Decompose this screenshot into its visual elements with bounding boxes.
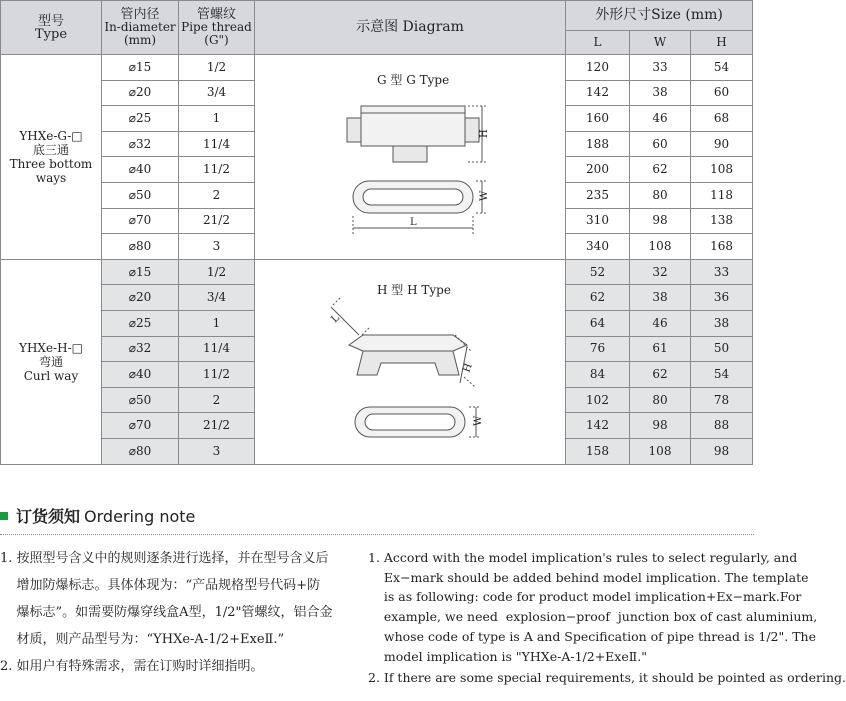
- size-l-cell: 52: [566, 259, 630, 285]
- thread-cell: 1: [179, 310, 255, 336]
- thread-cell: 11/4: [179, 336, 255, 362]
- thread-cell: 21/2: [179, 208, 255, 234]
- diagram-cell: [255, 55, 566, 260]
- note-line-en: example, we need explosion−proof junction box of cast aluminium,: [368, 609, 818, 625]
- type-name-en: Curl way: [23, 368, 79, 383]
- note-line-en: 1. Accord with the model implication's rules to select regularly, and: [368, 550, 798, 565]
- header-type-en: Type: [34, 26, 68, 42]
- thread-cell: 1/2: [179, 55, 255, 81]
- type-name-cn: 底三通: [32, 142, 69, 157]
- size-w-cell: 108: [630, 234, 691, 260]
- header-diagram: 示意图 Diagram: [255, 1, 566, 55]
- diameter-cell: ⌀15: [102, 259, 179, 285]
- size-l-cell: 340: [566, 234, 630, 260]
- thread-cell: 11/2: [179, 362, 255, 388]
- diameter-cell: ⌀50: [102, 387, 179, 413]
- size-h-cell: 38: [691, 310, 753, 336]
- size-h-cell: 88: [691, 413, 753, 439]
- size-h-cell: 33: [691, 259, 753, 285]
- size-w-cell: 46: [630, 310, 691, 336]
- header-diameter: [102, 1, 179, 55]
- note-line-cn: 1. 按照型号含义中的规则逐条进行选择，并在型号含义后: [0, 551, 329, 566]
- g-type-diagram: [255, 58, 564, 256]
- diameter-cell: ⌀20: [102, 285, 179, 311]
- size-l-cell: 102: [566, 387, 630, 413]
- thread-cell: 11/2: [179, 157, 255, 183]
- diameter-cell: ⌀70: [102, 208, 179, 234]
- h-dim-h-label: H: [461, 361, 475, 374]
- ordering-notes-cn: [0, 545, 352, 680]
- size-h-cell: 68: [691, 106, 753, 132]
- note-line-en: whose code of type is A and Specification of pipe thread is 1/2". The: [368, 628, 816, 644]
- ordering-notes-en: [368, 548, 846, 688]
- section-marker-icon: [0, 512, 8, 520]
- size-w-cell: 80: [630, 182, 691, 208]
- g-type-diagram-title: G 型 G Type: [377, 72, 450, 87]
- size-l-cell: 64: [566, 310, 630, 336]
- g-type-rows: [1, 55, 753, 260]
- size-h-cell: 60: [691, 80, 753, 106]
- note-line-en: Ex−mark should be added behind model implication. The template: [368, 569, 809, 585]
- size-w-cell: 33: [630, 55, 691, 81]
- diameter-cell: ⌀25: [102, 106, 179, 132]
- diameter-cell: ⌀20: [102, 80, 179, 106]
- size-l-cell: 120: [566, 55, 630, 81]
- note-line-cn: 爆标志”。如需要防爆穿线盒A型，1/2"管螺纹，铝合金: [0, 605, 333, 620]
- header-diameter-cn: 管内径: [120, 7, 160, 22]
- size-l-cell: 142: [566, 80, 630, 106]
- ordering-title-en: Ordering note: [84, 507, 196, 526]
- size-l-cell: 188: [566, 131, 630, 157]
- header-diameter-unit: (mm): [123, 33, 157, 47]
- header-type-cn: 型号: [37, 13, 64, 29]
- section-divider: [0, 534, 754, 536]
- diameter-cell: ⌀40: [102, 157, 179, 183]
- note-line-cn: 增加防爆标志。具体体现为：“产品规格型号代码+防: [0, 578, 321, 593]
- size-w-cell: 80: [630, 387, 691, 413]
- header-diameter-en: In-diameter: [104, 20, 176, 34]
- size-h-cell: 78: [691, 387, 753, 413]
- size-l-cell: 84: [566, 362, 630, 388]
- size-w-cell: 46: [630, 106, 691, 132]
- size-w-cell: 108: [630, 438, 691, 464]
- size-l-cell: 158: [566, 438, 630, 464]
- type-name-en: Three bottom ways: [9, 156, 93, 185]
- type-cell: [1, 259, 102, 464]
- diameter-cell: ⌀25: [102, 310, 179, 336]
- note-line-en: model implication is "YHXe-A-1/2+ExeⅡ.": [368, 648, 647, 664]
- thread-cell: 1: [179, 106, 255, 132]
- size-h-cell: 108: [691, 157, 753, 183]
- h-dim-w-label: W: [473, 415, 484, 426]
- note-line-en: 2. If there are some special requirements, it should be pointed as ordering.: [368, 670, 846, 686]
- h-type-diagram: [255, 263, 564, 461]
- thread-cell: 2: [179, 182, 255, 208]
- header-size-w: W: [630, 31, 691, 55]
- size-h-cell: 54: [691, 362, 753, 388]
- thread-cell: 3: [179, 234, 255, 260]
- header-size-l: L: [566, 31, 630, 55]
- size-w-cell: 60: [630, 131, 691, 157]
- note-line-cn: 2. 如用户有特殊需求，需在订购时详细指明。: [0, 659, 264, 674]
- size-w-cell: 38: [630, 285, 691, 311]
- size-l-cell: 160: [566, 106, 630, 132]
- diameter-cell: ⌀70: [102, 413, 179, 439]
- g-dim-w-label: W: [479, 190, 490, 201]
- note-line-en: is as following: code for product model implication+Ex−mark.For: [368, 589, 802, 605]
- note-line-cn: 材质，则产品型号为：“YHXe-A-1/2+ExeⅡ.”: [0, 632, 285, 647]
- size-l-cell: 76: [566, 336, 630, 362]
- size-w-cell: 62: [630, 362, 691, 388]
- diameter-cell: ⌀32: [102, 336, 179, 362]
- thread-cell: 21/2: [179, 413, 255, 439]
- size-h-cell: 98: [691, 438, 753, 464]
- size-h-cell: 118: [691, 182, 753, 208]
- size-w-cell: 38: [630, 80, 691, 106]
- size-h-cell: 90: [691, 131, 753, 157]
- thread-cell: 11/4: [179, 131, 255, 157]
- size-h-cell: 54: [691, 55, 753, 81]
- header-thread-en: Pipe thread: [181, 20, 252, 34]
- type-name-cn: 弯通: [38, 354, 63, 369]
- ordering-note-section: [0, 494, 754, 544]
- h-type-rows: [1, 259, 753, 464]
- diameter-cell: ⌀80: [102, 438, 179, 464]
- size-w-cell: 32: [630, 259, 691, 285]
- size-h-cell: 168: [691, 234, 753, 260]
- diameter-cell: ⌀40: [102, 362, 179, 388]
- type-code: YHXe-G-□: [19, 128, 83, 143]
- header-size: 外形尺寸Size (mm): [566, 1, 753, 31]
- size-w-cell: 98: [630, 413, 691, 439]
- g-dim-l-label: L: [410, 216, 417, 228]
- size-l-cell: 62: [566, 285, 630, 311]
- diagram-cell: [255, 259, 566, 464]
- diameter-cell: ⌀15: [102, 55, 179, 81]
- h-type-diagram-title: H 型 H Type: [377, 282, 451, 297]
- thread-cell: 2: [179, 387, 255, 413]
- header-thread-cn: 管螺纹: [196, 7, 236, 22]
- header-thread: [179, 1, 255, 55]
- table-row: [1, 55, 753, 81]
- size-l-cell: 235: [566, 182, 630, 208]
- diameter-cell: ⌀50: [102, 182, 179, 208]
- thread-cell: 1/2: [179, 259, 255, 285]
- size-w-cell: 62: [630, 157, 691, 183]
- size-h-cell: 36: [691, 285, 753, 311]
- size-l-cell: 142: [566, 413, 630, 439]
- table-row: [1, 259, 753, 285]
- header-type: [1, 1, 102, 55]
- thread-cell: 3/4: [179, 80, 255, 106]
- header-thread-unit: (G"): [204, 33, 229, 47]
- h-dim-l-label: L: [329, 312, 342, 325]
- size-l-cell: 200: [566, 157, 630, 183]
- diameter-cell: ⌀32: [102, 131, 179, 157]
- diameter-cell: ⌀80: [102, 234, 179, 260]
- ordering-title-cn: 订货须知: [16, 507, 81, 526]
- size-w-cell: 61: [630, 336, 691, 362]
- thread-cell: 3/4: [179, 285, 255, 311]
- thread-cell: 3: [179, 438, 255, 464]
- header-size-h: H: [691, 31, 753, 55]
- size-h-cell: 138: [691, 208, 753, 234]
- g-dim-h-label: H: [479, 129, 490, 138]
- size-w-cell: 98: [630, 208, 691, 234]
- size-l-cell: 310: [566, 208, 630, 234]
- size-h-cell: 50: [691, 336, 753, 362]
- type-cell: [1, 55, 102, 260]
- type-code: YHXe-H-□: [19, 340, 83, 355]
- ordering-note-title: [0, 504, 195, 527]
